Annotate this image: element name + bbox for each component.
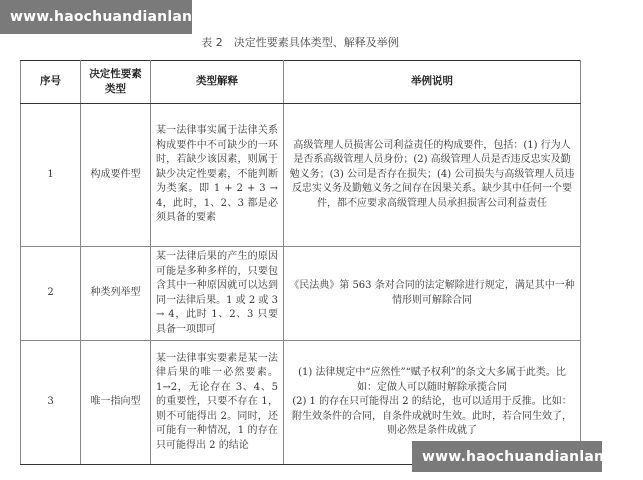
row-no: 2 [21,247,81,341]
header-no: 序号 [21,61,81,104]
row-explain: 某一法律后果的产生的原因可能是多种多样的，只要包含其中一种原因就可以达到同一法律后果。1 或 2 或 3 → 4，此时 1、2、3 只要具备一项即可 [151,247,284,341]
row-example: (1) 法律规定中“应然性”“赋予权利”的条文大多属于此类。比如：定做人可以随时解除承揽合同 (2) 1 的存在只可能得出 2 的结论，也可以适用于反推。比如：附生效条件的合同，自条件成就时生效。此时，若合同生效了，则必然是条件成就了 [284,341,581,465]
table-caption: 表 2 决定性要素具体类型、解释及举例 [201,36,399,49]
row-type: 种类列举型 [81,247,151,341]
header-explain: 类型解释 [151,61,284,104]
table-row [21,247,581,341]
row-no: 3 [21,341,81,465]
watermark-top: www.haochuandianlan.com [0,0,192,34]
header-example: 举例说明 [284,61,581,104]
row-type: 构成要件型 [81,104,151,247]
table-row [21,104,581,247]
row-explain: 某一法律事实属于法律关系构成要件中不可缺少的一环时，若缺少该因素，则属于缺少决定性要素，不能判断为类案。即 1 + 2 + 3 → 4，此时，1、2、3 都是必须具备的要素 [151,104,284,247]
row-no: 1 [21,104,81,247]
row-example: 高级管理人员损害公司利益责任的构成要件，包括：(1) 行为人是否系高级管理人员身份；(2) 高级管理人员是否违反忠实及勤勉义务；(3) 公司是否存在损失；(4) 公司损失与高级管理人员违反忠实义务及勤勉义务之间存在因果关系。缺少其中任何一个要件，都不应要求高级管理人员承担损害公司利益责任 [284,104,581,247]
table-header-row [21,61,581,104]
row-explain: 某一法律事实要素是某一法律后果的唯一必然要素。1→2，无论存在 3、4、5 的重要性，只要不存在 1，则不可能得出 2。同时，还可能有一种情况，1 的存在只可能得出 2 的结论 [151,341,284,465]
header-type: 决定性要素类型 [81,61,151,104]
element-type-table [20,60,581,465]
row-type: 唯一指向型 [81,341,151,465]
watermark-bottom: www.haochuandianlan.com [412,441,602,472]
row-example: 《民法典》第 563 条对合同的法定解除进行规定，满足其中一种情形则可解除合同 [284,247,581,341]
